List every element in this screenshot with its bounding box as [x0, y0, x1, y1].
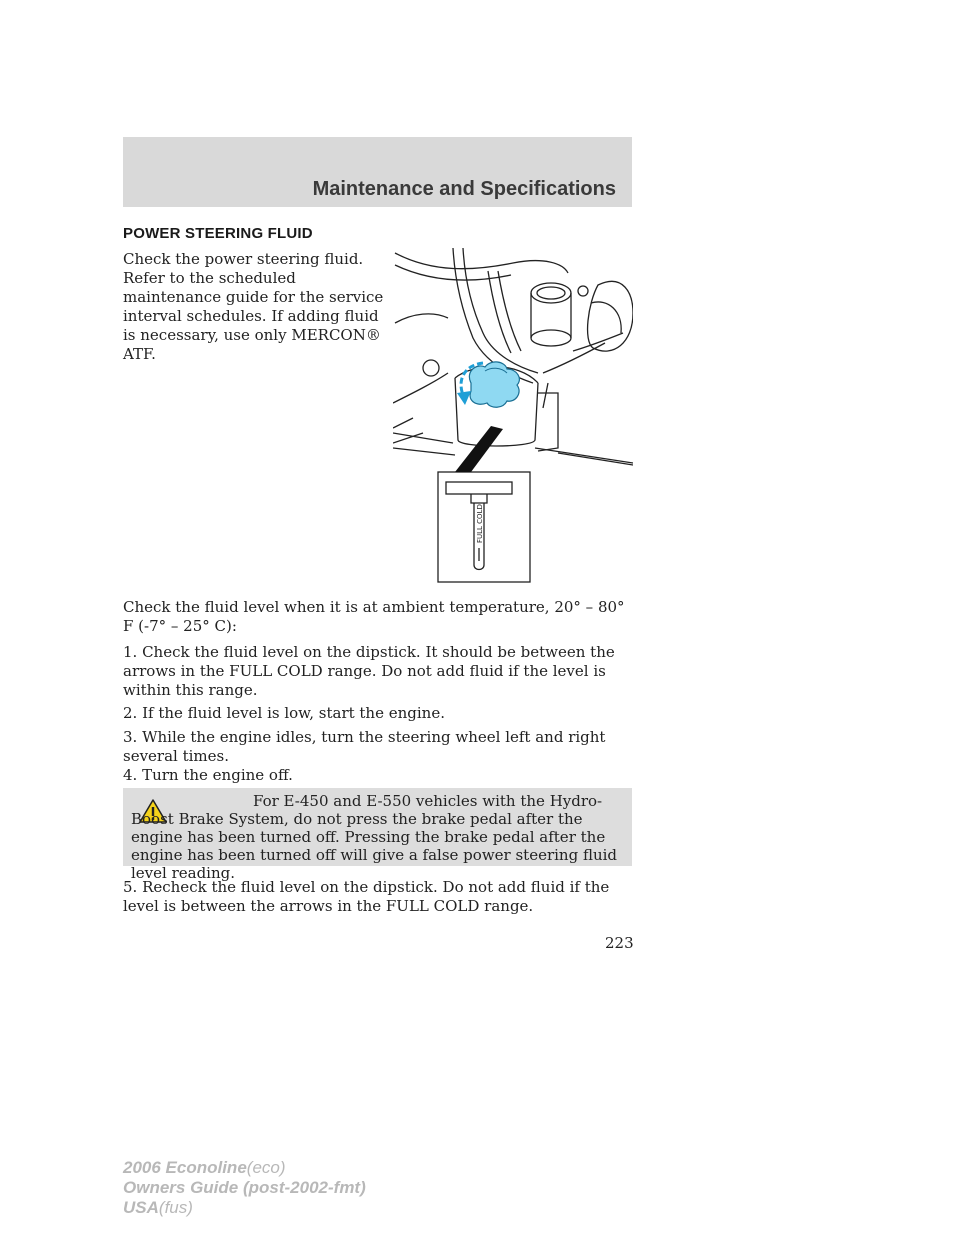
page-header-title: Maintenance and Specifications [312, 178, 616, 200]
step-5: 5. Recheck the fluid level on the dipstick. Do not add fluid if the level is between the arrows in the FULL COLD range. [123, 878, 610, 915]
page-number: 223 [605, 934, 634, 952]
step-1: 1. Check the fluid level on the dipstick. It should be between the arrows in the FULL COLD range. Do not add fluid if the level is within this range. [123, 643, 615, 699]
step-3: 3. While the engine idles, turn the steering wheel left and right several times. [123, 728, 606, 765]
dipstick-label: FULL COLD [476, 504, 484, 543]
document-footer [123, 1158, 366, 1218]
temperature-paragraph: Check the fluid level when it is at ambient temperature, 20° – 80° F (-7° – 25° C): [123, 598, 625, 635]
section-title: POWER STEERING FLUID [123, 225, 313, 242]
warning-box [123, 788, 632, 882]
warning-text: For E-450 and E-550 vehicles with the Hydro-Boost Brake System, do not press the brake pedal after the engine has been turned off. Pressing the brake pedal after the engine has been turned off will give a false power steering fluid level reading. [131, 792, 618, 882]
footer-model: 2006 Econoline [123, 1158, 247, 1177]
footer-market: USA [123, 1198, 159, 1217]
power-steering-reservoir-illustration [393, 243, 633, 588]
reservoir-diagram [393, 243, 633, 588]
step-2: 2. If the fluid level is low, start the engine. [123, 704, 445, 722]
footer-model-code: (eco) [246, 1158, 286, 1177]
step-4: 4. Turn the engine off. [123, 766, 293, 784]
footer-market-code: (fus) [158, 1198, 193, 1217]
intro-paragraph: Check the power steering fluid. Refer to the scheduled maintenance guide for the service interval schedules. If adding fluid is necessary, use only MERCON® ATF. [123, 250, 384, 363]
footer-guide: Owners Guide (post-2002-fmt) [123, 1178, 366, 1197]
header-band [123, 137, 632, 207]
